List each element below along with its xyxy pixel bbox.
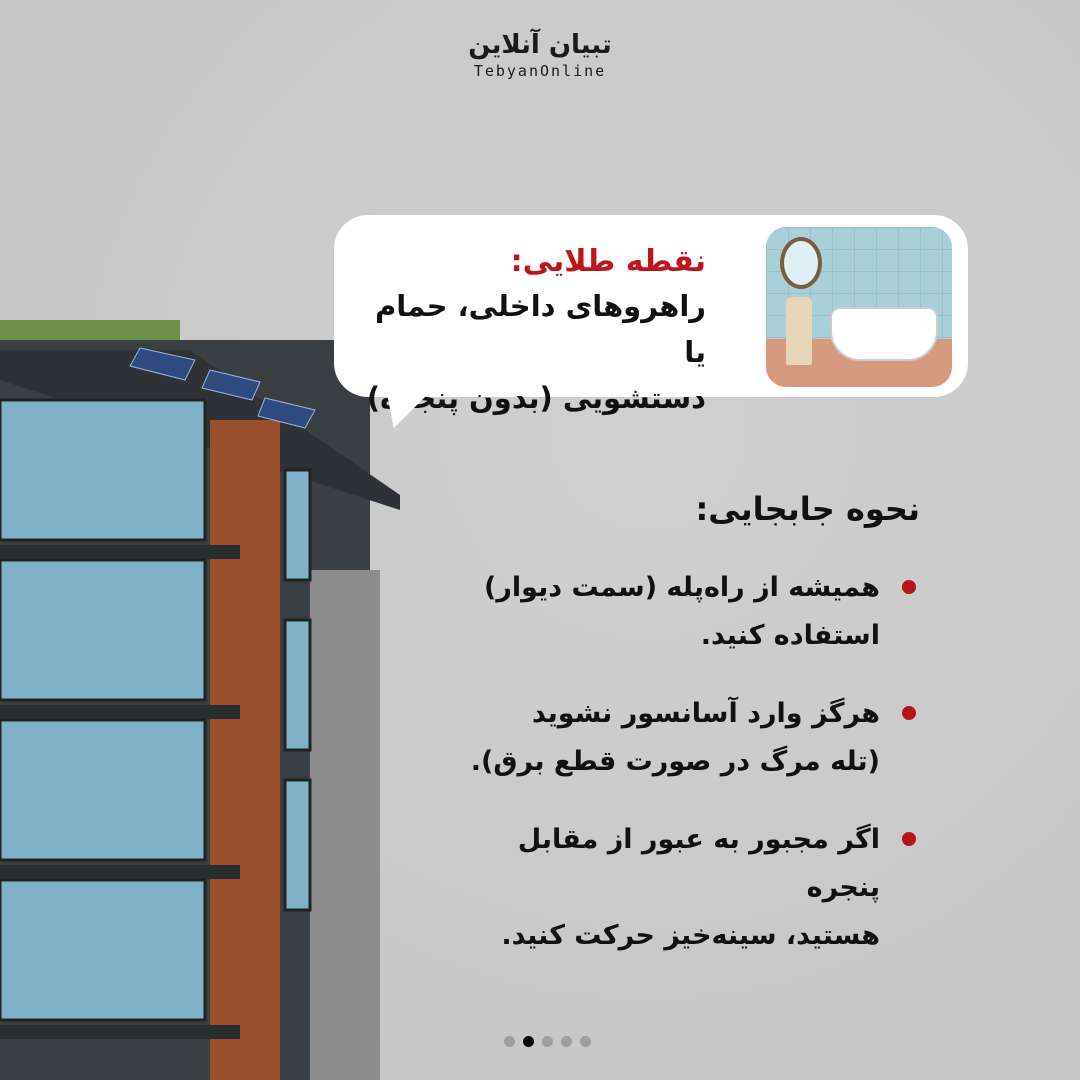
golden-point-line1: راهروهای داخلی، حمام یا [375, 289, 706, 369]
bathtub-icon [830, 307, 938, 361]
bullet-dot-icon [902, 832, 916, 846]
golden-point-line2: دستشویی (بدون پنجره) [366, 381, 706, 415]
bullet-line: هرگز وارد آسانسور نشوید [532, 698, 880, 729]
carousel-pager [504, 1036, 591, 1047]
sink-icon [786, 297, 812, 365]
bullet-dot-icon [902, 706, 916, 720]
pager-dot[interactable] [561, 1036, 572, 1047]
speech-bubble [334, 215, 968, 415]
pager-dot[interactable] [580, 1036, 591, 1047]
bullet-list [460, 564, 920, 990]
list-item [460, 816, 920, 960]
speech-bubble-tail [376, 380, 442, 428]
building-illustration [0, 320, 410, 1080]
bullet-line: هستید، سینه‌خیز حرکت کنید. [501, 920, 880, 951]
bullet-line: (تله مرگ در صورت قطع برق). [470, 746, 880, 777]
list-item [460, 564, 920, 660]
bullet-line: همیشه از راه‌پله (سمت دیوار) [484, 572, 880, 603]
logo-english: TebyanOnline [473, 62, 607, 80]
list-item [460, 690, 920, 786]
mirror-icon [780, 237, 822, 289]
section-title: نحوه جابجایی: [695, 490, 920, 528]
logo [0, 30, 1080, 80]
pager-dot[interactable] [542, 1036, 553, 1047]
bathroom-illustration [766, 227, 952, 387]
bullet-line: استفاده کنید. [700, 620, 880, 651]
golden-point-title: نقطه طلایی: [510, 244, 706, 279]
bullet-line: اگر مجبور به عبور از مقابل پنجره [517, 824, 880, 903]
logo-persian: تبیان آنلاین [468, 30, 612, 60]
pager-dot-active[interactable] [523, 1036, 534, 1047]
bullet-dot-icon [902, 580, 916, 594]
pager-dot[interactable] [504, 1036, 515, 1047]
